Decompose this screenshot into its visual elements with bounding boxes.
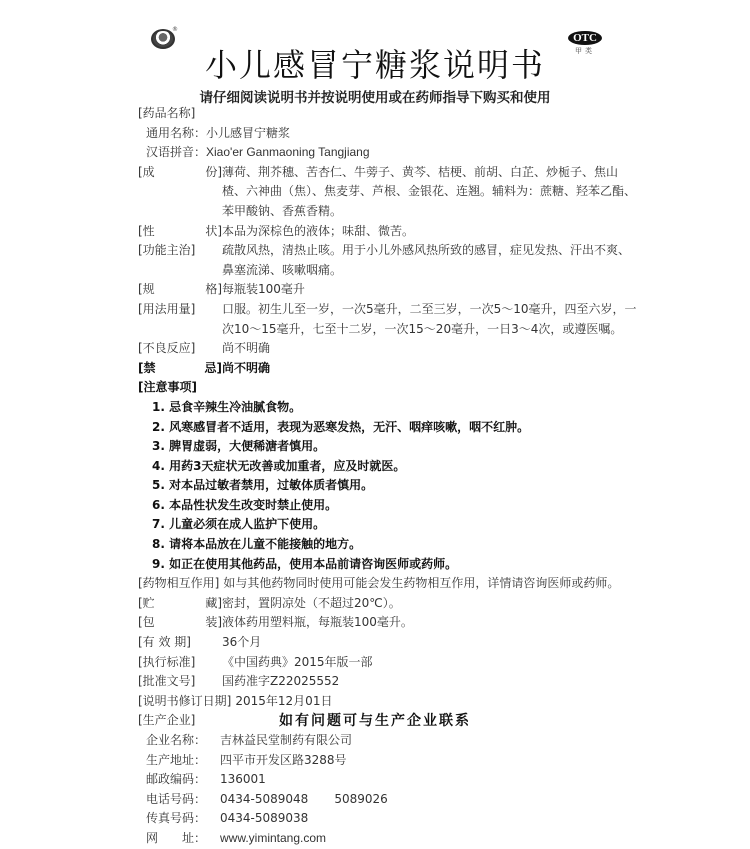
drug-name-heading: [药品名称] xyxy=(138,106,196,120)
storage-value: 密封，置阴凉处（不超过20℃）。 xyxy=(222,595,401,610)
storage-row xyxy=(138,594,638,614)
website-row: 网 址： www.yimintang.com xyxy=(146,830,327,845)
validity-label: [有 效 期] xyxy=(138,635,191,650)
phone2-value: 5089026 xyxy=(334,791,388,806)
storage-label: [贮 藏] xyxy=(138,595,222,610)
website-link[interactable]: www.yimintang.com xyxy=(220,830,327,845)
phone-row: 电话号码： 0434-5089048 5089026 xyxy=(146,791,388,806)
approval-value: 国药准字Z22025552 xyxy=(222,674,340,689)
precaution-item: 8. 请将本品放在儿童不能接触的地方。 xyxy=(152,537,362,552)
fax-value: 0434-5089038 xyxy=(220,811,309,826)
revision-date-row xyxy=(138,692,638,712)
contraindications-row xyxy=(138,359,638,379)
standard-row xyxy=(138,653,638,673)
properties-label: [性 状] xyxy=(138,223,222,238)
indications-row xyxy=(138,241,638,280)
generic-name-value: 小儿感冒宁糖浆 xyxy=(206,125,291,140)
company-value: 吉林益民堂制药有限公司 xyxy=(220,733,353,747)
precautions-heading: [注意事项] xyxy=(138,380,197,395)
revision-date-value: 2015年12月01日 xyxy=(235,693,333,708)
precaution-item: 1. 忌食辛辣生冷油腻食物。 xyxy=(152,399,302,414)
packaging-row xyxy=(138,613,638,633)
document-title: 小儿感冒宁糖浆说明书 xyxy=(204,46,545,84)
pinyin-row: 汉语拼音： Xiao'er Ganmaoning Tangjiang xyxy=(138,143,638,163)
packaging-value: 液体药用塑料瓶，每瓶装100毫升。 xyxy=(222,615,413,630)
precaution-item: 2. 风寒感冒者不适用，表现为恶寒发热，无汗、咽痒咳嗽，咽不红肿。 xyxy=(152,419,530,434)
dosage-value: 口服。初生儿至一岁，一次5毫升，二至三岁，一次5～10毫升，四至六岁，一次10～15毫升，七至十二岁，一次15～20毫升，一日3～4次，或遵医嘱。 xyxy=(222,301,637,336)
precaution-item: 6. 本品性状发生改变时禁止使用。 xyxy=(152,497,338,512)
revision-date-label: [说明书修订日期] xyxy=(138,693,232,708)
address-value: 四平市开发区路3288号 xyxy=(220,752,347,767)
adverse-reactions-label: [不良反应] xyxy=(138,341,196,356)
interactions-value: 如与其他药物同时使用可能会发生药物相互作用，详情请咨询医师或药师。 xyxy=(223,576,620,591)
specification-row xyxy=(138,280,638,300)
precaution-item: 9. 如正在使用其他药品，使用本品前请咨询医师或药师。 xyxy=(152,556,458,571)
footer-contact-note: 如有问题可与生产企业联系 xyxy=(279,713,471,729)
ingredients-value: 薄荷、荆芥穗、苦杏仁、牛蒡子、黄芩、桔梗、前胡、白芷、炒栀子、焦山楂、六神曲（焦）、焦麦芽、芦根、金银花、连翘。辅料为：蔗糖、羟苯乙酯、苯甲酸钠、香蕉香精。 xyxy=(222,164,637,218)
indications-label: [功能主治] xyxy=(138,243,196,258)
precaution-item: 7. 儿童必须在成人监护下使用。 xyxy=(152,517,326,532)
indications-value: 疏散风热，清热止咳。用于小儿外感风热所致的感冒，症见发热、汗出不爽、鼻塞流涕、咳嗽咽痛。 xyxy=(222,243,631,277)
otc-category: 甲类 xyxy=(575,47,595,55)
dosage-row xyxy=(138,300,638,339)
manufacturer-heading: [生产企业] xyxy=(138,713,196,728)
company-row: 企业名称： 吉林益民堂制药有限公司 xyxy=(146,733,353,747)
precaution-item: 4. 用药3天症状无改善或加重者，应及时就医。 xyxy=(152,458,406,473)
adverse-reactions-value: 尚不明确 xyxy=(222,341,271,356)
otc-badge: OTC xyxy=(568,31,602,45)
precaution-item: 3. 脾胃虚弱，大便稀溏者慎用。 xyxy=(152,439,326,454)
generic-name-row: 通用名称： 小儿感冒宁糖浆 xyxy=(138,124,638,144)
interactions-row xyxy=(138,574,638,594)
postcode-value: 136001 xyxy=(220,772,266,787)
pinyin-value: Xiao'er Ganmaoning Tangjiang xyxy=(206,145,370,160)
ingredients-row xyxy=(138,163,638,222)
specification-label: [规 格] xyxy=(138,282,222,297)
document-subtitle: 请仔细阅读说明书并按说明使用或在药师指导下购买和使用 xyxy=(199,90,551,106)
adverse-reactions-row xyxy=(138,339,638,359)
registered-mark-icon: ® xyxy=(172,26,178,33)
properties-row xyxy=(138,222,638,242)
phone-value: 0434-5089048 xyxy=(220,791,309,806)
properties-value: 本品为深棕色的液体；味甜、微苦。 xyxy=(222,223,415,238)
approval-row xyxy=(138,672,638,692)
ingredients-label: [成 份] xyxy=(138,164,222,179)
precaution-item: 5. 对本品过敏者禁用，过敏体质者慎用。 xyxy=(152,478,374,493)
postcode-row: 邮政编码： 136001 xyxy=(146,772,266,787)
interactions-label: [药物相互作用] xyxy=(138,576,220,591)
fax-row: 传真号码： 0434-5089038 xyxy=(146,811,309,826)
validity-row xyxy=(138,633,638,653)
contraindications-value: 尚不明确 xyxy=(222,360,271,375)
standard-label: [执行标准] xyxy=(138,654,196,669)
standard-value: 《中国药典》2015年版一部 xyxy=(222,654,373,669)
packaging-label: [包 装] xyxy=(138,615,222,630)
approval-label: [批准文号] xyxy=(138,674,196,689)
specification-value: 每瓶装100毫升 xyxy=(222,282,305,297)
validity-value: 36个月 xyxy=(222,635,262,650)
contraindications-label: [禁 忌] xyxy=(138,360,222,375)
address-row: 生产地址： 四平市开发区路3288号 xyxy=(146,752,347,767)
leaflet-body xyxy=(138,104,638,849)
dosage-label: [用法用量] xyxy=(138,301,196,316)
